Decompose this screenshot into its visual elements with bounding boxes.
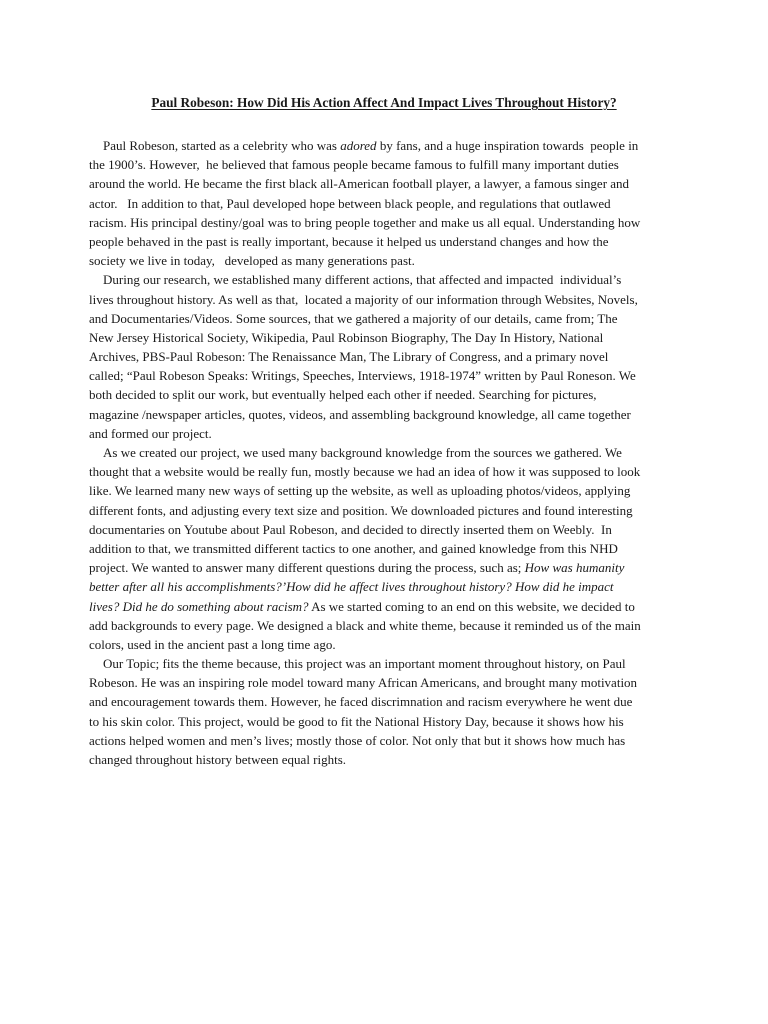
text-run: magazine /newspaper articles, quotes, videos, and assembling background knowledge, all came together [89,406,631,422]
text-line [89,251,689,270]
text-line [89,750,689,769]
text-run: lives throughout history. As well as that, located a majority of our information through Websites, Novels, [89,291,638,307]
text-line [89,635,689,654]
text-run: like. We learned many new ways of setting up the website, as well as uploading photos/videos, applying [89,483,631,499]
text-run: During our research, we established many different actions, that affected and impacted individual’s [103,272,622,288]
text-run: As we created our project, we used many background knowledge from the sources we gathered. We [103,445,622,460]
text-run: changed throughout history between equal rights. [89,752,347,767]
text-run: people behaved in the past is really important, because it helped us understand changes and how the [89,233,609,249]
text-run: Robeson. He was an inspiring role model toward many African Americans, and brought many motivation [89,675,638,691]
text-line [89,462,689,481]
text-line [89,174,689,193]
text-line [89,270,689,289]
text-line [89,481,689,500]
text-run: and Documentaries/Videos. Some sources, that we gathered a majority of our details, came from; The [89,310,618,326]
text-run: to his skin color. This project, would be good to fit the National History Day, because it shows how his [89,713,624,729]
text-run: different fonts, and adjusting every text size and position. We downloaded pictures and found interesting [89,502,633,518]
text-run: thought that a website would be really fun, mostly because we had an idea of how it was supposed to look [89,464,641,480]
text-line [89,405,689,424]
text-line [89,194,689,213]
text-run: racism. His principal destiny/goal was to bring people together and make us all equal. Understanding how [89,214,641,230]
text-run: and formed our project. [89,425,212,441]
text-line [89,347,689,366]
text-line [89,366,689,385]
document-body [89,136,689,769]
text-run: documentaries on Youtube about Paul Robeson, and decided to directly inserted them on Weebly. In [89,521,612,537]
text-run: society we live in today, developed as many generations past. [89,253,415,269]
text-run: and encouragement towards them. However, he faced discrimnation and racism everywhere he went due [89,694,633,710]
text-line [89,155,689,174]
paragraph [89,443,689,654]
text-run: project. We wanted to answer many different questions during the process, such as; [89,560,525,576]
text-line [89,213,689,232]
text-line [89,558,689,577]
text-line [89,597,689,616]
text-run: by fans, and a huge inspiration towards people in [376,138,639,153]
text-line [89,290,689,309]
text-line [89,731,689,750]
text-line [89,136,689,155]
text-line [89,654,689,673]
text-run: around the world. He became the first black all-American football player, a lawyer, a famous singer and [89,176,630,192]
text-run: add backgrounds to every page. We designed a black and white theme, because it reminded us of the main [89,617,641,633]
paragraph [89,270,689,443]
text-line [89,616,689,635]
text-line [89,577,689,596]
text-run: Our Topic; fits the theme because, this project was an important moment throughout history, on Paul [103,656,626,672]
text-run: Archives, PBS-Paul Robeson: The Renaissance Man, The Library of Congress, and a primary novel [89,349,609,365]
text-run: As we started coming to an end on this website, we decided to [308,598,635,614]
text-line [89,539,689,558]
text-line [89,520,689,539]
text-line [89,328,689,347]
italic-text: adored [340,138,377,153]
text-line [89,232,689,251]
document-title: Paul Robeson: How Did His Action Affect And Impact Lives Throughout History? [151,95,617,110]
text-line [89,712,689,731]
italic-text: How was humanity [524,560,625,576]
text-line [89,443,689,462]
text-run: colors, used in the ancient past a long time ago. [89,636,336,652]
text-run: called; “Paul Robeson Speaks: Writings, Speeches, Interviews, 1918-1974” written by Paul Roneson. We [89,368,636,384]
italic-text: better after all his accomplishments?’How did he affect lives throughout history? How did he impact [89,579,614,595]
text-run: both decided to split our work, but eventually helped each other if needed. Searching for pictures, [89,387,597,403]
paragraph [89,654,689,769]
text-run: New Jersey Historical Society, Wikipedia, Paul Robinson Biography, The Day In History, National [89,329,604,345]
paragraph [89,136,689,270]
text-line [89,692,689,711]
text-line [89,309,689,328]
text-line [89,501,689,520]
text-line [89,385,689,404]
text-run: actor. In addition to that, Paul developed hope between black people, and regulations that outlawed [89,195,611,211]
text-run: addition to that, we transmitted different tactics to one another, and gained knowledge from this NHD [89,540,618,556]
text-line [89,424,689,443]
text-run: the 1900’s. However, he believed that famous people became famous to fulfill many important duties [89,157,619,173]
text-line [89,673,689,692]
text-run: Paul Robeson, started as a celebrity who was [103,138,341,153]
italic-text: lives? Did he do something about racism? [89,598,309,614]
text-run: actions helped women and men’s lives; mostly those of color. Not only that but it shows how much has [89,732,626,748]
